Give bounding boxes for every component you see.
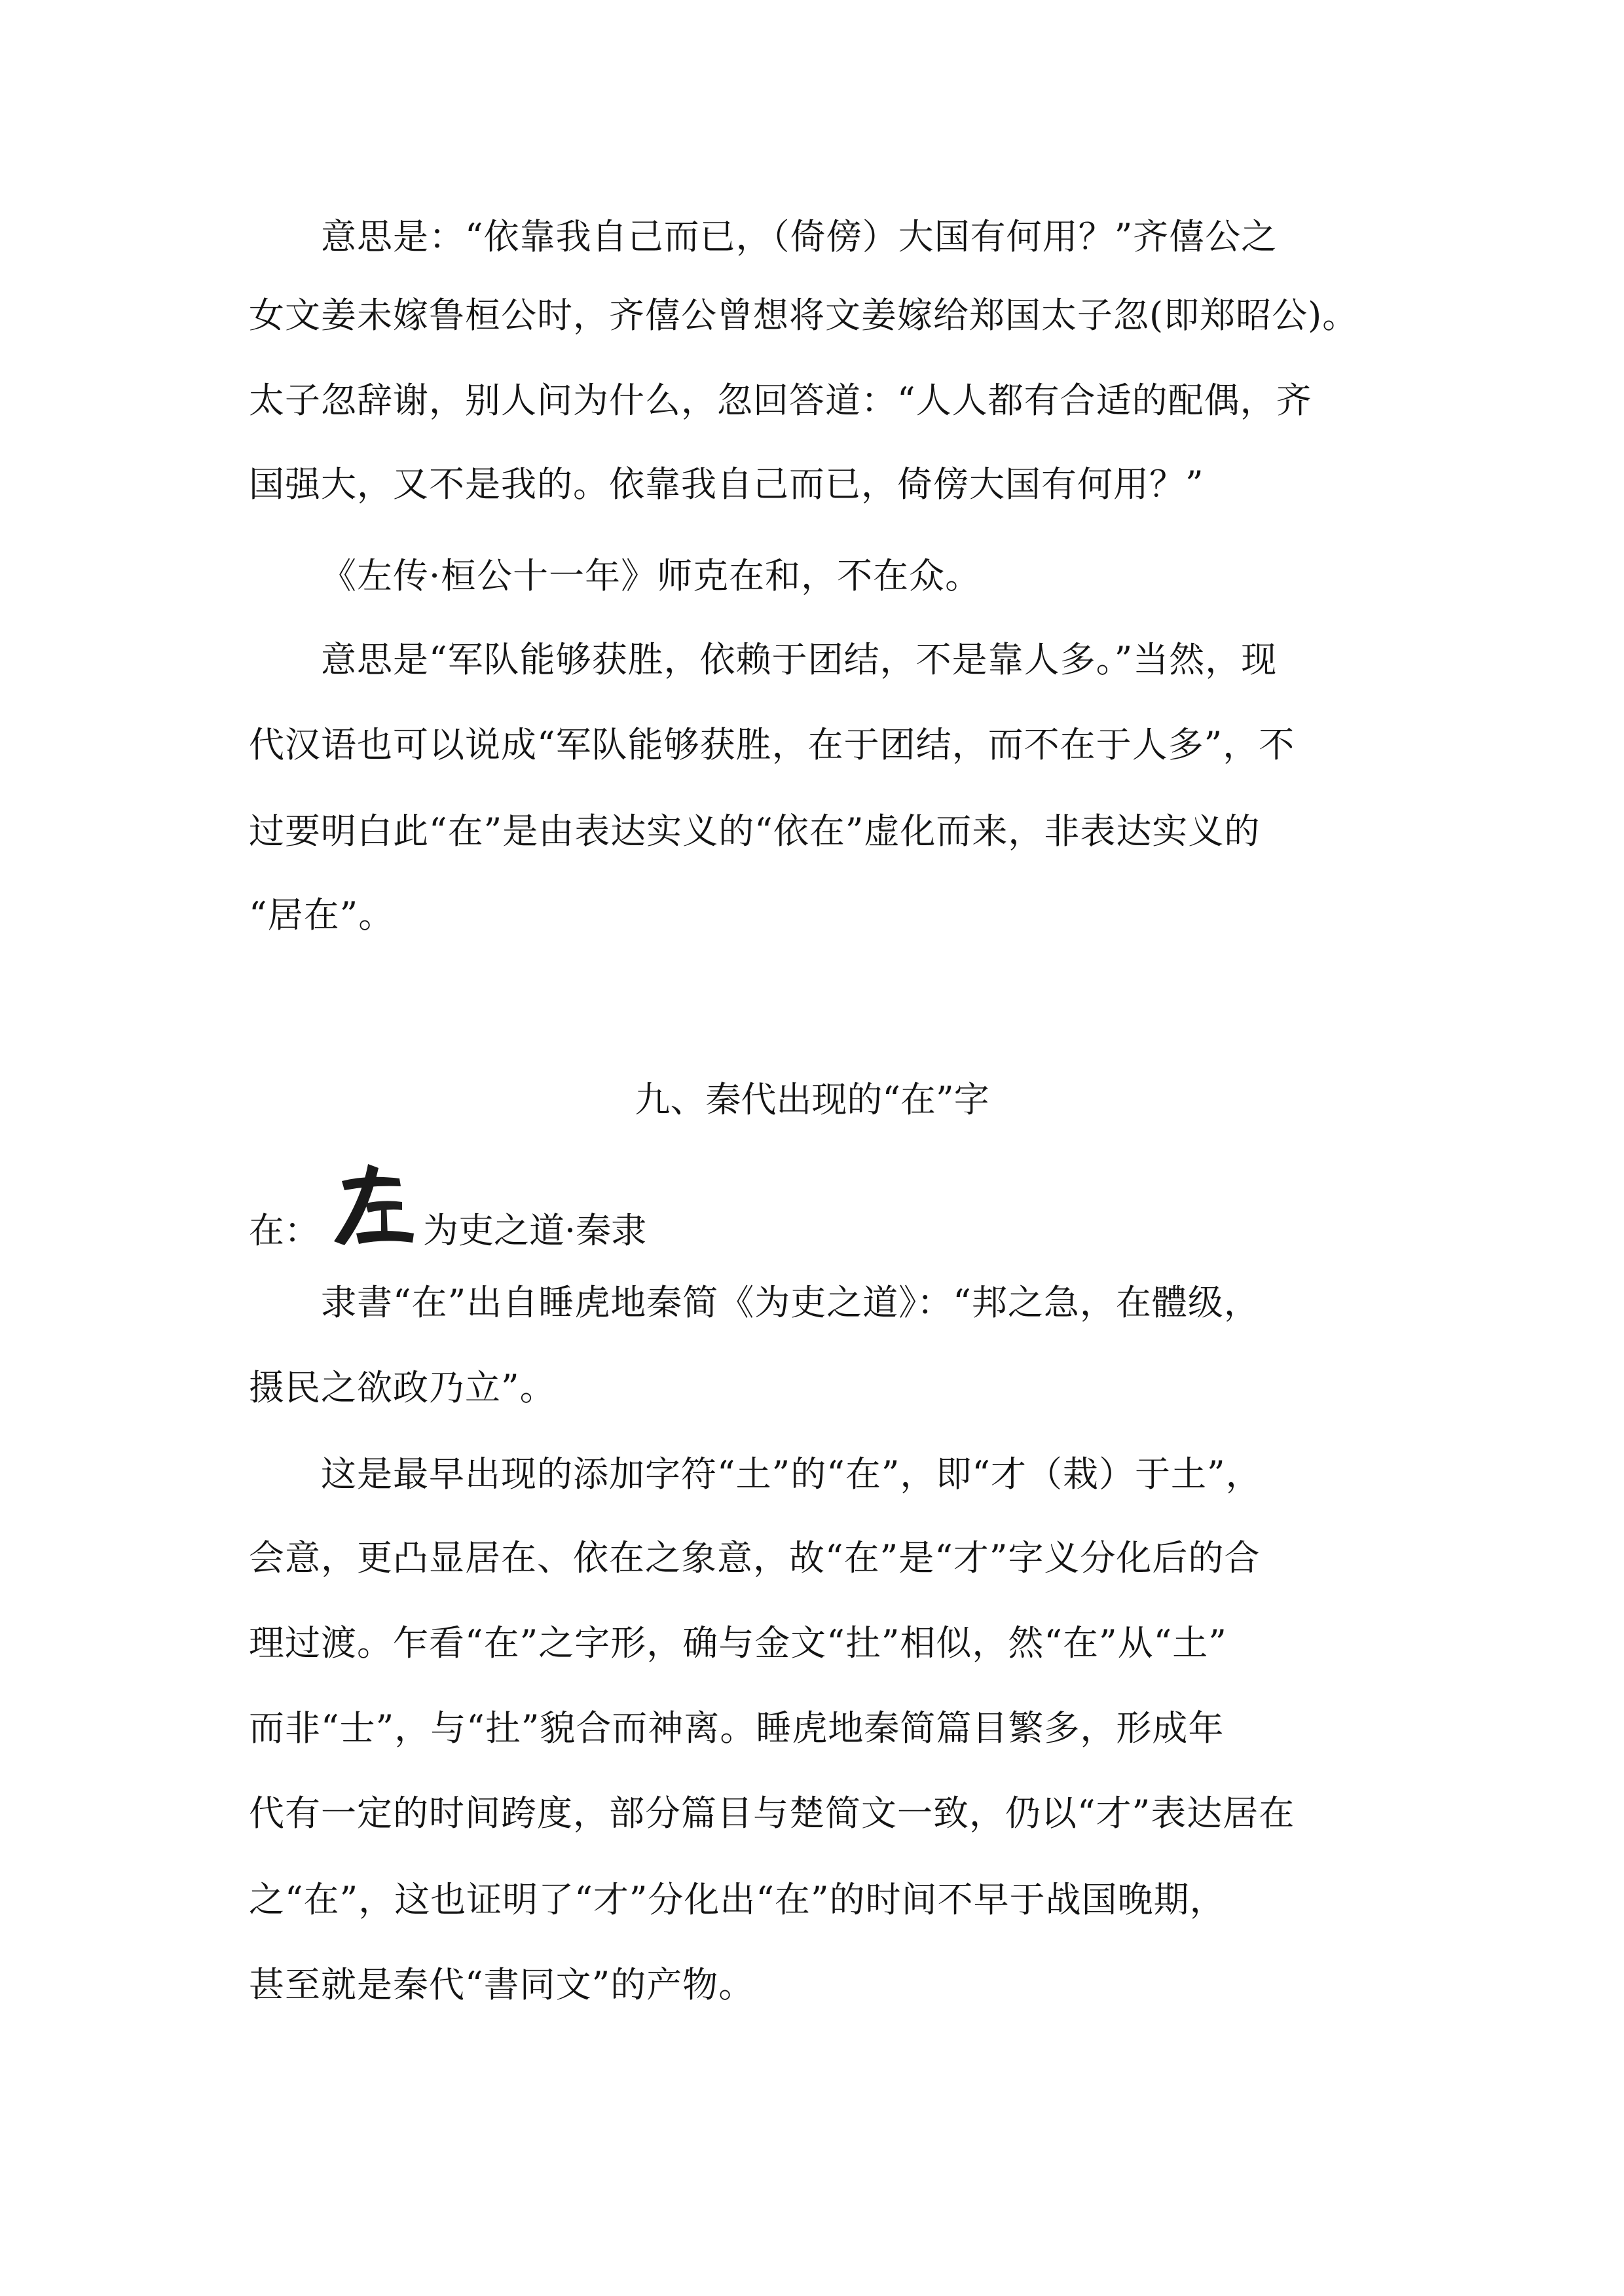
paragraph-line: 这是最早出现的添加字符“土”的“在”，即“才（栽）于土”， (321, 1453, 1262, 1495)
glyph-entry (249, 1146, 646, 1257)
paragraph-line: 代有一定的时间跨度，部分篇目与楚简文一致，仍以“才”表达居在 (249, 1793, 1295, 1834)
paragraph-line: 国强大，又不是我的。依靠我自己而已，倚傍大国有何用？” (249, 464, 1204, 505)
paragraph-line: 摄民之欲政乃立”。 (249, 1367, 556, 1408)
glyph-entry-caption: 为吏之道·秦隶 (423, 1210, 647, 1251)
paragraph-line: 会意，更凸显居在、依在之象意，故“在”是“才”字义分化后的合 (249, 1537, 1261, 1578)
citation-line: 《左传·桓公十一年》师克在和，不在众。 (321, 555, 982, 596)
paragraph-line: 太子忽辞谢，别人问为什么，忽回答道：“人人都有合适的配偶，齐 (249, 380, 1312, 421)
paragraph-line: “居在”。 (249, 894, 395, 936)
section-heading: 九、秦代出现的“在”字 (635, 1079, 989, 1120)
paragraph-line: 代汉语也可以说成“军队能够获胜，在于团结，而不在于人多”，不 (249, 724, 1295, 765)
paragraph-line: 之“在”，这也证明了“才”分化出“在”的时间不早于战国晚期， (249, 1879, 1226, 1920)
paragraph-line: 意思是：“依靠我自己而已，（倚傍）大国有何用？”齐僖公之 (321, 216, 1278, 257)
paragraph-line: 过要明白此“在”是由表达实义的“依在”虚化而来，非表达实义的 (249, 811, 1261, 852)
paragraph-line: 意思是“军队能够获胜，依赖于团结，不是靠人多。”当然，现 (321, 639, 1278, 680)
qin-clerical-glyph-image (322, 1155, 420, 1253)
glyph-entry-prefix: 在： (249, 1210, 320, 1251)
paragraph-line: 女文姜未嫁鲁桓公时，齐僖公曾想将文姜嫁给郑国太子忽(即郑昭公)。 (249, 295, 1359, 336)
paragraph-line: 理过渡。乍看“在”之字形，确与金文“扗”相似，然“在”从“土” (249, 1622, 1227, 1664)
paragraph-line: 甚至就是秦代“書同文”的产物。 (249, 1964, 755, 2005)
paragraph-line: 隶書“在”出自睡虎地秦简《为吏之道》：“邦之急，在體级， (321, 1282, 1260, 1323)
paragraph-line: 而非“士”，与“扗”貌合而神离。睡虎地秦简篇目繁多，形成年 (249, 1707, 1225, 1749)
